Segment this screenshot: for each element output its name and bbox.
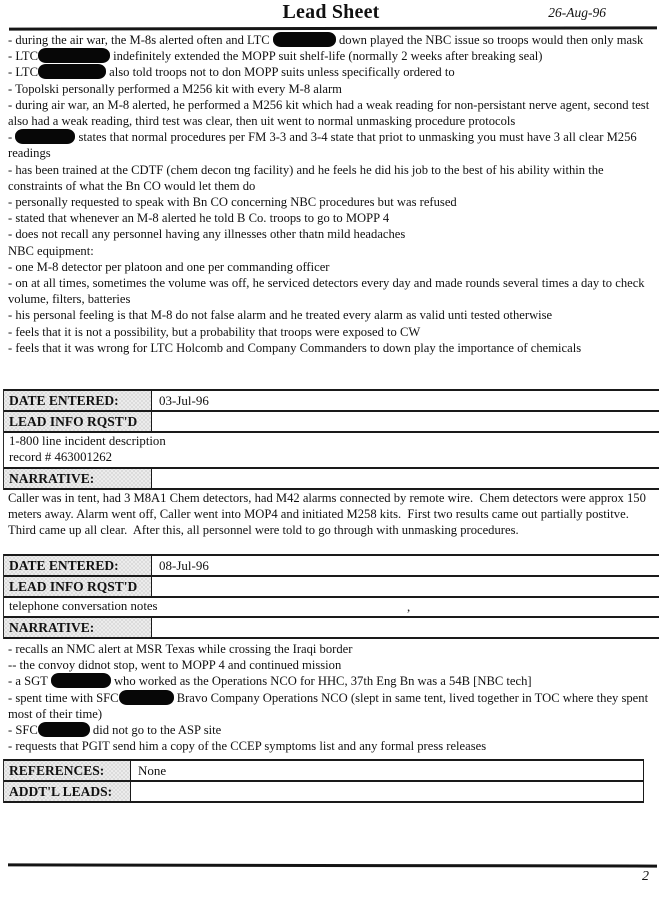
- note-text: - spent time with SFC: [8, 690, 119, 705]
- note-text: - stated that whenever an M-8 alerted he told B Co. troops to go to MOPP 4: [8, 211, 390, 226]
- note-line: [8, 259, 658, 275]
- lead-info-text: [4, 596, 659, 616]
- entry2-narrative-list: [8, 641, 658, 754]
- stray-mark: ,: [407, 599, 411, 614]
- note-text: - SFC: [8, 723, 38, 738]
- text-line: telephone conversation notes: [9, 599, 158, 613]
- note-text: indefinitely extended the MOPP suit shelf-life (normally 2 weeks after breaking seal): [109, 49, 543, 64]
- references-value: None: [138, 763, 167, 778]
- page-number: 2: [642, 869, 649, 884]
- note-text: - during air war, an M-8 alerted, he performed a M256 kit which had a weak reading for non-persistant nerve agent, second test also had a weak reading, third test was clear, then uit went to normal unmasking procedure protocols: [8, 97, 653, 129]
- narrative-value: [152, 469, 659, 488]
- note-line: [8, 307, 658, 323]
- note-text: also told troops not to don MOPP suits unless specifically ordered to: [105, 65, 455, 80]
- lead-info-text: [4, 431, 659, 467]
- narrative-label: NARRATIVE:: [4, 469, 152, 488]
- lead-info-label: LEAD INFO RQST'D: [4, 577, 152, 596]
- header-rule: [9, 26, 657, 30]
- note-text: down played the NBC issue so troops would then only mask: [335, 33, 644, 47]
- note-text: - feels that it is not a possibility, but a probability that troops were exposed to CW: [8, 324, 421, 339]
- redaction-box: [38, 48, 110, 63]
- note-text: - his personal feeling is that M-8 do not false alarm and he treated every alarm as valid unti tested otherwise: [8, 308, 553, 323]
- note-line: [8, 340, 658, 356]
- footer-rule: [8, 863, 657, 867]
- entry1-table: [3, 389, 659, 490]
- note-line: [8, 210, 658, 226]
- note-line: [8, 97, 658, 129]
- narrative-value: [152, 618, 659, 637]
- note-line: [8, 226, 658, 242]
- entry1-narrative-text: Caller was in tent, had 3 M8A1 Chem detectors, had M42 alarms connected by remote wire. Chem detectors were approx 150 meters away. Alarm went off, Caller went into MOP4 and initiated M258 kits. First two results came out partially postitve. Third came up all clear. After this, all personnel were told to go through with unmasking procedures.: [8, 491, 650, 537]
- note-text: - one M-8 detector per platoon and one per commanding officer: [8, 259, 330, 274]
- note-line: [8, 690, 658, 722]
- note-line: [8, 738, 658, 754]
- redaction-box: [273, 32, 336, 47]
- note-line: [8, 194, 658, 210]
- lead-info-row: [4, 410, 659, 431]
- narrative-row: [4, 616, 659, 639]
- note-line: [8, 32, 658, 48]
- date-entered-label: DATE ENTERED:: [4, 556, 152, 575]
- references-row: [4, 759, 643, 780]
- note-text: Bravo Company Operations NCO (slept in same tent, lived together in TOC where they spent most of their time): [8, 690, 652, 721]
- note-text: - recalls an NMC alert at MSR Texas while crossing the Iraqi border: [8, 642, 353, 656]
- note-text: - personally requested to speak with Bn CO concerning NBC procedures but was refused: [8, 195, 457, 210]
- note-line: [8, 641, 658, 657]
- addtl-leads-value: [131, 782, 643, 801]
- note-line: [8, 162, 658, 194]
- references-label: REFERENCES:: [4, 761, 131, 780]
- note-text: did not go to the ASP site: [89, 723, 222, 738]
- date-entered-row: [4, 389, 659, 410]
- page-title: Lead Sheet: [282, 1, 380, 23]
- date-entered-row: [4, 554, 659, 575]
- note-text: -: [8, 130, 16, 145]
- note-text: - during the air war, the M-8s alerted often and LTC: [8, 33, 273, 47]
- redaction-box: [38, 722, 90, 737]
- note-text: who worked as the Operations NCO for HHC, 37th Eng Bn was a 54B [NBC tech]: [110, 674, 532, 689]
- redaction-box: [38, 64, 106, 79]
- note-text: - requests that PGIT send him a copy of the CCEP symptoms list and any formal press releases: [8, 739, 487, 754]
- lead-info-label: LEAD INFO RQST'D: [4, 412, 152, 431]
- lead-info-value: [152, 577, 659, 596]
- lead-info-row: [4, 575, 659, 596]
- note-line: [8, 64, 658, 80]
- note-text: states that normal procedures per FM 3-3 and 3-4 state that priot to unmasking you must have 3 all clear M256 readings: [8, 130, 640, 161]
- note-line: [8, 722, 658, 738]
- narrative-label: NARRATIVE:: [4, 618, 152, 637]
- narrative-row: [4, 467, 659, 490]
- date-entered-value: 08-Jul-96: [159, 558, 209, 573]
- note-text: - on at all times, sometimes the volume was off, he serviced detectors every day and made rounds several times a day to check volume, filters, batteries: [8, 276, 648, 307]
- footer-table: [3, 759, 644, 803]
- redaction-box: [15, 129, 75, 144]
- note-text: - LTC: [8, 65, 38, 80]
- note-line: [8, 324, 658, 340]
- note-line: [8, 129, 658, 161]
- text-line: 1-800 line incident description: [9, 434, 166, 448]
- note-line: [8, 48, 658, 64]
- note-text: - feels that it was wrong for LTC Holcomb and Company Commanders to down play the importance of chemicals: [8, 340, 582, 355]
- note-line: [8, 275, 658, 307]
- date-entered-value: 03-Jul-96: [159, 393, 209, 408]
- note-text: - Topolski personally performed a M256 kit with every M-8 alarm: [8, 81, 342, 96]
- note-text: NBC equipment:: [8, 243, 94, 258]
- note-line: [8, 81, 658, 97]
- addtl-leads-row: [4, 780, 643, 803]
- entry2-table: [3, 554, 659, 639]
- addtl-leads-label: ADDT'L LEADS:: [4, 782, 131, 801]
- note-text: - a SGT: [8, 674, 51, 689]
- text-line: record # 463001262: [9, 449, 113, 464]
- note-text: - does not recall any personnel having any illnesses other thatn mild headaches: [8, 227, 406, 242]
- top-notes-list: [8, 32, 658, 356]
- header-date: 26-Aug-96: [548, 5, 606, 20]
- redaction-box: [51, 673, 111, 688]
- note-line: [8, 243, 658, 259]
- note-line: [8, 673, 658, 689]
- note-line: [8, 657, 658, 673]
- date-entered-label: DATE ENTERED:: [4, 391, 152, 410]
- note-text: - LTC: [8, 49, 38, 64]
- note-text: - has been trained at the CDTF (chem decon tng facility) and he feels he did his job to the best of his ability within the constraints of what the Bn CO would let them do: [8, 162, 607, 193]
- lead-info-value: [152, 412, 659, 431]
- redaction-box: [119, 690, 174, 705]
- note-text: -- the convoy didnot stop, went to MOPP 4 and continued mission: [8, 658, 342, 673]
